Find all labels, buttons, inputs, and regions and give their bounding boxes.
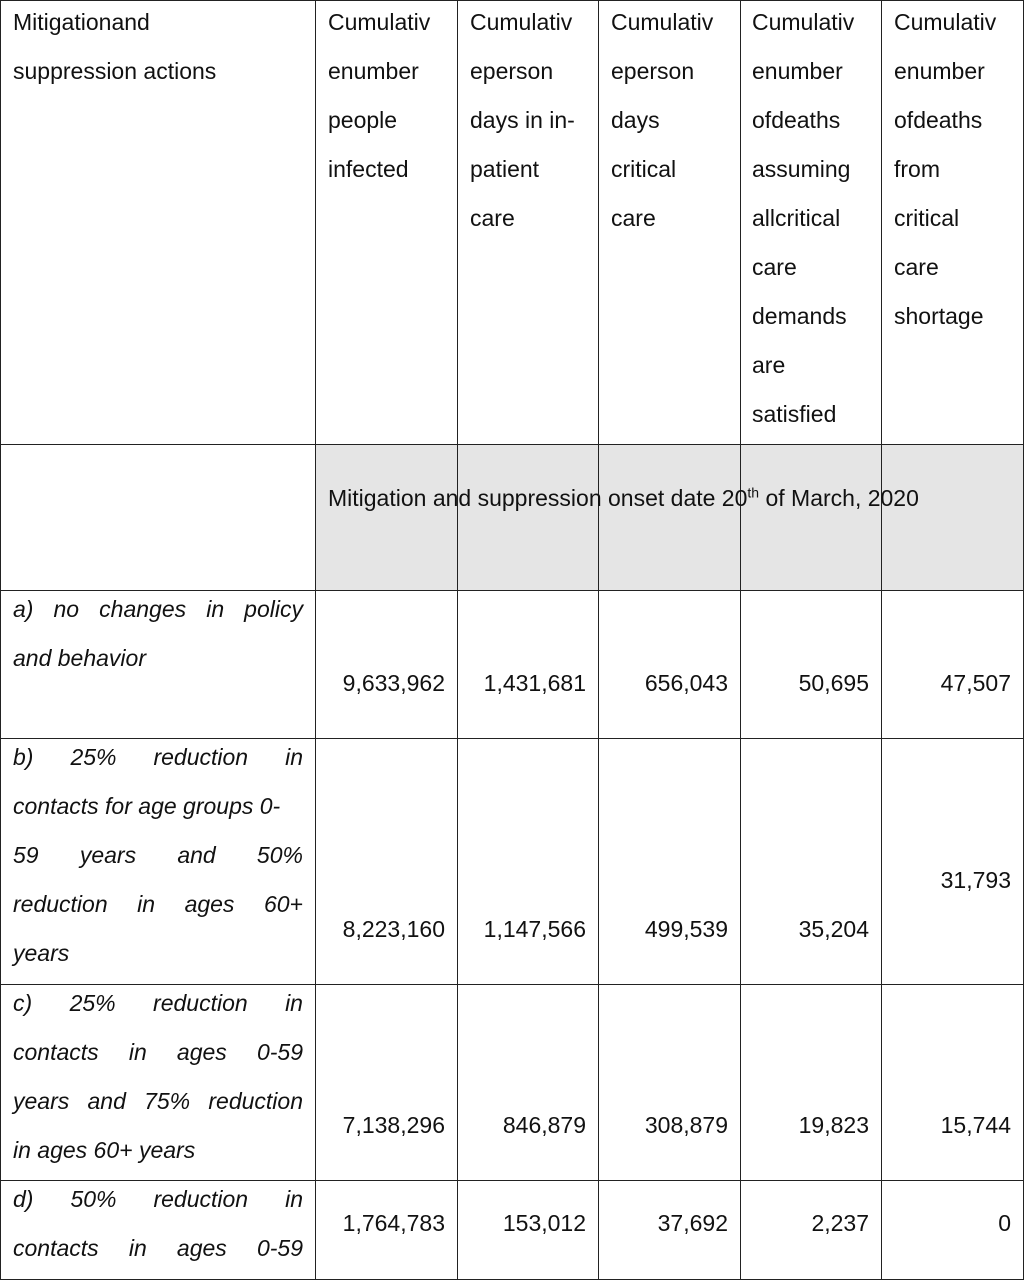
grid-line (315, 0, 316, 1280)
header-line (611, 47, 728, 96)
header-line: Cumulativ (752, 9, 855, 35)
header-line (328, 47, 445, 96)
row-label-line (13, 1175, 303, 1224)
row-label-line-word: 25% (70, 744, 117, 770)
band-text-sup: th (747, 484, 760, 501)
row-label-line-word: a) (13, 596, 34, 622)
header-line: Cumulativ (470, 9, 573, 35)
grid-line (598, 0, 599, 1280)
row-label-line-word: ages (176, 1235, 227, 1261)
value-cell: 35,204 (798, 916, 869, 942)
row-label-line-word: reduction (208, 1088, 303, 1114)
header-line-word: person (482, 58, 554, 84)
row-label-line-word: ages (184, 891, 235, 917)
header-line: Cumulativ (328, 9, 431, 35)
row-label-line-word: no (53, 596, 80, 622)
value-cell: 2,237 (811, 1210, 869, 1236)
value-cell: 9,633,962 (342, 670, 445, 696)
header-line (752, 96, 869, 145)
value-cell: 47,507 (940, 670, 1011, 696)
header-line-word: all (752, 205, 776, 231)
row-label-line-word: ages (176, 1039, 227, 1065)
row-label-line-word: years (79, 842, 137, 868)
value-cell: 37,692 (657, 1210, 728, 1236)
value-cell: 499,539 (644, 916, 728, 942)
grid-line (881, 0, 882, 1280)
value-cell: 7,138,296 (342, 1112, 445, 1138)
header-inpatient-days (470, 0, 586, 243)
header-line-word: e (328, 58, 341, 84)
row-label-line: contacts for age groups 0- (13, 793, 281, 819)
header-line: care (611, 205, 656, 231)
row-label-line: in ages 60+ years (13, 1137, 196, 1163)
header-line: satisfied (752, 401, 837, 427)
header-line-word: of (894, 107, 914, 133)
row-label-line: and behavior (13, 645, 146, 671)
header-line: days in in- (470, 107, 575, 133)
row-label-line (13, 979, 303, 1028)
value-cell: 31,793 (940, 867, 1011, 893)
header-line: people (328, 107, 398, 133)
onset-date-band (316, 485, 1024, 512)
row-label-line-word: in (128, 1039, 147, 1065)
value-cell: 1,147,566 (483, 916, 586, 942)
grid-line (740, 0, 741, 1280)
row-label (13, 1175, 303, 1273)
row-label-line-word: 0-59 (256, 1235, 303, 1261)
header-line-word: e (611, 58, 624, 84)
header-line: care (470, 205, 515, 231)
header-line (894, 47, 1011, 96)
row-label-line-word: contacts (13, 1039, 99, 1065)
value-cell: 8,223,160 (342, 916, 445, 942)
value-cell: 19,823 (798, 1112, 869, 1138)
header-line: demands (752, 303, 847, 329)
header-line-word: critical (775, 205, 841, 231)
header-line: infected (328, 156, 409, 182)
header-line-word: and (111, 9, 150, 35)
header-line: from (894, 156, 940, 182)
header-line-word: Mitigation (13, 9, 112, 35)
row-label-line (13, 1224, 303, 1273)
row-label-line-word: reduction (153, 1186, 249, 1212)
row-label (13, 733, 303, 978)
row-label-line-word: 75% (144, 1088, 191, 1114)
header-line-word: e (470, 58, 483, 84)
value-cell: 50,695 (798, 670, 869, 696)
row-label-line-word: 60+ (263, 891, 303, 917)
row-label-line-word: policy (244, 596, 303, 622)
header-deaths-shortage (894, 0, 1011, 341)
row-label-line-word: in (128, 1235, 147, 1261)
header-line: suppression actions (13, 58, 217, 84)
row-label (13, 585, 303, 683)
header-line (752, 194, 869, 243)
header-line: Cumulativ (894, 9, 997, 35)
row-label-line (13, 831, 303, 880)
header-line-word: of (752, 107, 772, 133)
band-text-suffix: of March, 2020 (759, 485, 919, 511)
row-label-line-word: years (13, 1088, 70, 1114)
value-cell: 153,012 (502, 1210, 586, 1236)
header-line-word: number (906, 58, 985, 84)
row-label-line-word: c) (13, 990, 33, 1016)
row-label-line-word: in (285, 990, 303, 1016)
header-line: shortage (894, 303, 984, 329)
header-critical-care-days (611, 0, 728, 243)
row-label-line-word: in (206, 596, 225, 622)
row-label-line-word: in (285, 1186, 303, 1212)
row-label-line-word: contacts (13, 1235, 99, 1261)
row-label-line-word: 50% (256, 842, 303, 868)
grid-line (457, 0, 458, 1280)
header-line: Cumulativ (611, 9, 714, 35)
header-line: critical (894, 205, 960, 231)
header-line: days (611, 107, 660, 133)
row-label-line-word: 59 (13, 842, 39, 868)
row-label-line-word: d) (13, 1186, 34, 1212)
row-label-line (13, 1077, 303, 1126)
header-line-word: person (623, 58, 695, 84)
row-label-line-word: in (137, 891, 156, 917)
grid-line (0, 0, 1, 1280)
value-cell: 0 (998, 1210, 1011, 1236)
row-label-line (13, 1028, 303, 1077)
header-line-word: e (894, 58, 907, 84)
header-line-word: deaths (771, 107, 841, 133)
value-cell: 1,431,681 (483, 670, 586, 696)
header-line-word: number (764, 58, 843, 84)
row-label-line-word: b) (13, 744, 34, 770)
row-label-line-word: in (285, 744, 303, 770)
row-label-line (13, 733, 303, 782)
row-label-line-word: 25% (69, 990, 116, 1016)
row-label-line-word: reduction (153, 990, 248, 1016)
header-line: critical (611, 156, 677, 182)
header-line: patient (470, 156, 540, 182)
row-label-line-word: 50% (70, 1186, 117, 1212)
row-label-line (13, 585, 303, 634)
header-line: assuming (752, 156, 851, 182)
header-mitigation-actions (13, 0, 303, 96)
row-label-line (13, 880, 303, 929)
row-label-line: years (13, 940, 70, 966)
header-line (752, 47, 869, 96)
band-background (316, 445, 1024, 590)
header-line (894, 96, 1011, 145)
header-line: care (752, 254, 797, 280)
value-cell: 656,043 (644, 670, 728, 696)
header-line (13, 0, 303, 47)
header-deaths-satisfied (752, 0, 869, 439)
value-cell: 308,879 (644, 1112, 728, 1138)
row-label-line-word: and (177, 842, 216, 868)
value-cell: 1,764,783 (342, 1210, 445, 1236)
value-cell: 846,879 (502, 1112, 586, 1138)
row-label-line-word: and (87, 1088, 126, 1114)
row-label (13, 979, 303, 1175)
header-line-word: number (340, 58, 419, 84)
row-label-line-word: changes (99, 596, 187, 622)
header-line-word: e (752, 58, 765, 84)
header-line: are (752, 352, 786, 378)
row-label-line-word: 0-59 (256, 1039, 303, 1065)
header-line (470, 47, 586, 96)
band-text-prefix: Mitigation and suppression onset date 20 (328, 485, 748, 511)
row-label-line-word: reduction (13, 891, 108, 917)
grid-line (0, 444, 1024, 445)
header-line-word: deaths (913, 107, 983, 133)
header-line: care (894, 254, 939, 280)
row-label-line-word: reduction (153, 744, 249, 770)
header-cumulative-infected (328, 0, 445, 194)
value-cell: 15,744 (940, 1112, 1011, 1138)
